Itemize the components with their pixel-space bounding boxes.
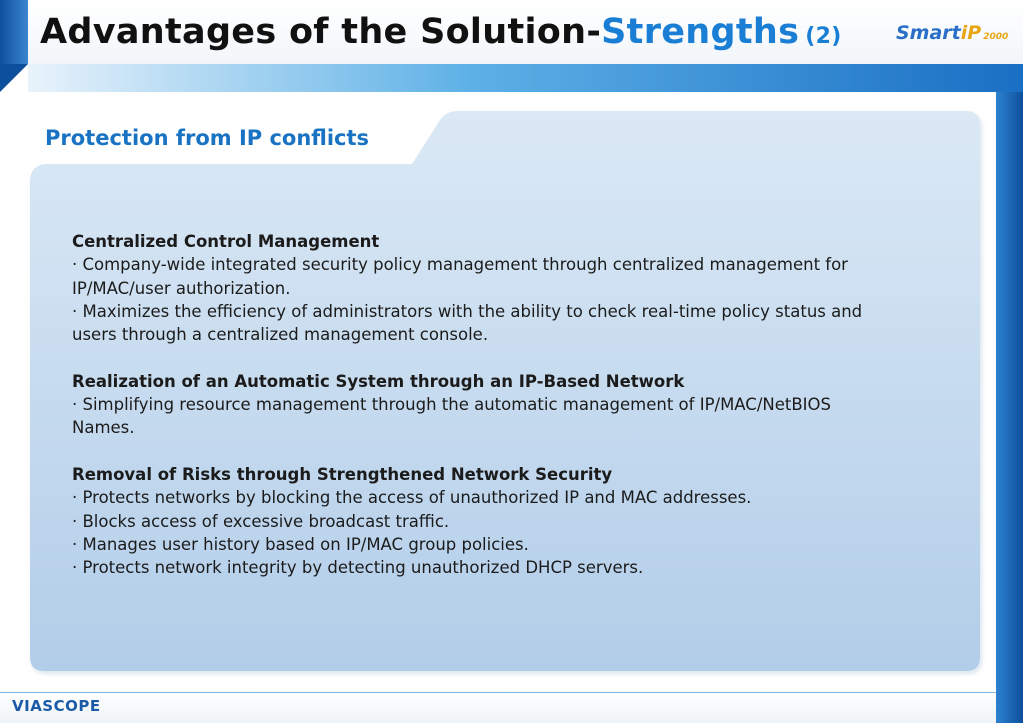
bullet-item: · Maximizes the efficiency of administrators with the ability to check real-time policy status and users through a centralized management console. (72, 301, 863, 345)
bullet-item: · Manages user history based on IP/MAC group policies. (72, 534, 529, 554)
title-main: Advantages of the Solution- (40, 12, 602, 52)
title-number: (2) (805, 24, 842, 49)
bullet-item: · Blocks access of excessive broadcast traffic. (72, 511, 450, 531)
section-network-security (72, 463, 887, 579)
logo-text: Smart (896, 22, 961, 44)
section-centralized-control (72, 230, 887, 346)
section-heading: Realization of an Automatic System through an IP-Based Network (72, 371, 685, 391)
panel-subtitle: Protection from IP conflicts (45, 126, 370, 150)
footer-bar (0, 693, 996, 723)
bullet-item: · Protects network integrity by detecting unauthorized DHCP servers. (72, 558, 644, 578)
title-accent: Strengths (601, 12, 800, 52)
viascope-logo: VIASCOPE (12, 697, 101, 715)
section-heading: Centralized Control Management (72, 232, 380, 251)
logo-year: 2000 (983, 32, 1009, 42)
section-heading: Removal of Risks through Strengthened Network Security (72, 464, 613, 484)
section-automatic-system (72, 370, 887, 440)
bullet-item: · Protects networks by blocking the access of unauthorized IP and MAC addresses. (72, 488, 752, 508)
content-body (72, 230, 887, 603)
bullet-item: · Company-wide integrated security policy management through centralized management for IP/MAC/user authorization. (72, 255, 848, 298)
bullet-item: · Simplifying resource management through the automatic management of IP/MAC/NetBIOS Names. (72, 395, 831, 438)
logo-ip: iP (960, 22, 982, 44)
